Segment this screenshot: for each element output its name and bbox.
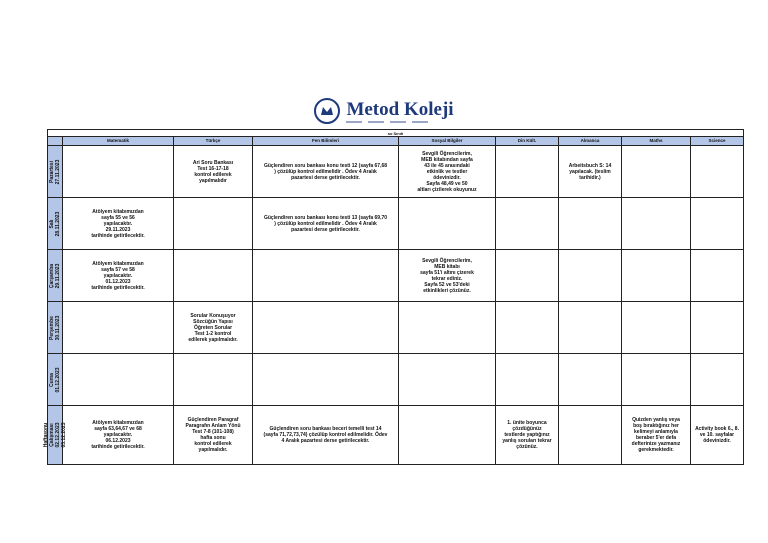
table-row <box>48 198 744 250</box>
assignment-text: Sevgili Öğrencilerim, MEB kitabı sayfa 51'i altını çizerek tekrar ediniz. Sayfa 52 ve 53'deki etkinlikleri çözünüz. <box>420 257 474 294</box>
table-row <box>48 354 744 406</box>
table-row <box>48 146 744 198</box>
emblem-shape <box>319 103 335 119</box>
caption-row <box>48 130 744 137</box>
assignment-cell <box>691 198 744 250</box>
school-emblem-icon <box>314 98 340 124</box>
subject-header: Maths <box>622 137 691 146</box>
logo-tagline-decoration <box>346 121 453 123</box>
day-cell <box>48 198 63 250</box>
day-label: Salı 28.11.2023 <box>49 211 61 236</box>
assignment-cell <box>622 146 691 198</box>
corner-cell <box>48 137 63 146</box>
assignment-text: Arbeitsbuch S: 14 yapılacak. (teslim tarihidir.) <box>568 162 612 181</box>
assignment-cell <box>253 198 399 250</box>
assignment-text: Ari Soru Bankası Test 16-17-18 kontrol edilerek yapılmalıdır <box>192 159 234 184</box>
day-cell <box>48 302 63 354</box>
assignment-cell <box>63 146 174 198</box>
assignment-text: Atölyem kitabımızdan sayfa 57 ve 58 yapılacaktır. 01.12.2023 tarihinde getirilecektir. <box>91 260 145 291</box>
day-cell <box>43 406 67 465</box>
assignment-text: Güçlendiren soru bankası beceri temelli test 14 (sayfa 71,72,73,74) çözülüp kontrol edilmelidir. Ödev 4 Aralık pazartesi derse getirilecektir. <box>263 426 388 444</box>
assignment-cell <box>691 250 744 302</box>
day-cell <box>48 146 63 198</box>
assignment-cell <box>496 354 559 406</box>
assignment-text: Quizden yanlış veya boş bıraktığınız her kelimeyi anlamıyla beraber 5'er defa defterinize yazmanız gerekmektedir. <box>631 417 681 453</box>
assignment-cell <box>174 354 253 406</box>
assignment-cell <box>174 198 253 250</box>
assignment-cell <box>496 302 559 354</box>
assignment-text: Activity book 6., 8. ve 10. sayfalar ödevinizdir. <box>695 426 739 444</box>
assignment-cell <box>559 250 622 302</box>
assignment-cell <box>63 250 174 302</box>
day-label: Pazartesi 27.11.2023 <box>49 159 61 184</box>
subject-header: Science <box>691 137 744 146</box>
assignment-cell <box>63 406 174 465</box>
assignment-cell <box>622 302 691 354</box>
assignment-cell <box>496 198 559 250</box>
assignment-cell <box>399 146 496 198</box>
assignment-cell <box>399 302 496 354</box>
assignment-cell <box>399 198 496 250</box>
logo-text-group <box>346 100 453 123</box>
day-label: Cuma 01.12.2023 <box>49 366 61 393</box>
day-cell <box>48 354 63 406</box>
table-row <box>48 250 744 302</box>
day-label: Perşembe 30.11.2023 <box>49 315 61 340</box>
page-header <box>0 96 768 126</box>
assignment-text: Güçlendiren soru bankası konu testi 13 (sayfa 69,70 ) çözülüp kontrol edilmelidir . Ödev 4 Aralık pazartesi derse getirilecektir. <box>263 214 388 233</box>
subject-header: Fen Bilimleri <box>253 137 399 146</box>
assignment-text: 1. ünite boyunca çözdüğünüz testlerde yaptığınız yanlış soruları tekrar çözünüz. <box>502 420 552 450</box>
assignment-cell <box>559 146 622 198</box>
day-cell <box>48 250 63 302</box>
assignment-text: Sorular Konuşuyor Sözcüğün Yapısı Öğreten Sorular Test 1-2 kontrol edilerek yapılmalıdır. <box>188 312 238 343</box>
assignment-cell <box>496 146 559 198</box>
assignment-cell <box>174 406 253 465</box>
assignment-cell <box>253 146 399 198</box>
subject-header: Matematik <box>63 137 174 146</box>
assignment-cell <box>63 198 174 250</box>
assignment-cell <box>691 354 744 406</box>
assignment-cell <box>691 406 744 465</box>
table-row <box>48 302 744 354</box>
homework-schedule-table <box>43 129 744 465</box>
assignment-cell <box>399 354 496 406</box>
school-name: Metod Koleji <box>346 98 454 120</box>
assignment-cell <box>63 302 174 354</box>
assignment-cell <box>174 250 253 302</box>
assignment-text: Atölyem kitabımızdan sayfa 63,64,67 ve 68 yapılacaktır. 06.12.2023 tarihinde getirilecektir. <box>91 420 145 450</box>
assignment-text: Güçlendiren Paragraf Paragrafın Anlam Yönü Test 7-8 (101-108) hafta sonu kontrol edilerek yapılmalıdır. <box>185 417 241 453</box>
assignment-cell <box>559 354 622 406</box>
subject-header: Sosyal Bilgiler <box>399 137 496 146</box>
assignment-cell <box>174 302 253 354</box>
assignment-cell <box>496 250 559 302</box>
assignment-cell <box>63 354 174 406</box>
assignment-cell <box>174 146 253 198</box>
assignment-cell <box>559 302 622 354</box>
subject-header-row <box>48 137 744 146</box>
assignment-cell <box>622 198 691 250</box>
assignment-cell <box>496 406 559 465</box>
assignment-cell <box>622 354 691 406</box>
assignment-text: Atölyem kitabımızdan sayfa 55 ve 56 yapılacaktır. 29.11.2023 tarihinde getirilecektir. <box>91 208 145 239</box>
assignment-cell <box>559 406 622 465</box>
assignment-cell <box>691 146 744 198</box>
day-label: Çarşamba 29.11.2023 <box>49 263 61 288</box>
assignment-cell <box>559 198 622 250</box>
day-label: Haftasonu Çalışması 02.12.2023 03.12.2023 <box>43 422 67 448</box>
assignment-text: Güçlendiren soru bankası konu testi 12 (sayfa 67,68 ) çözülüp kontrol edilmelidir . Ödev 4 Aralık pazartesi derse getirilecektir. <box>263 162 388 181</box>
assignment-cell <box>253 406 399 465</box>
subject-header: Türkçe <box>174 137 253 146</box>
assignment-cell <box>622 406 691 465</box>
table-row <box>48 406 744 465</box>
assignment-cell <box>399 406 496 465</box>
subject-header: Almanca <box>559 137 622 146</box>
assignment-cell <box>399 250 496 302</box>
school-logo <box>314 98 453 124</box>
assignment-text: Sevgili Öğrencilerim, MEB kitabından sayfa 43 ile 45 arasındaki etkinlik ve testler ödevinizdir. Sayfa 48,49 ve 50 altları çizilerek okuyunuz <box>417 150 477 193</box>
assignment-cell <box>253 250 399 302</box>
table-caption: so Sınıfı <box>48 130 744 137</box>
assignment-cell <box>691 302 744 354</box>
assignment-cell <box>253 354 399 406</box>
assignment-cell <box>253 302 399 354</box>
assignment-cell <box>622 250 691 302</box>
subject-header: Din Kült. <box>496 137 559 146</box>
